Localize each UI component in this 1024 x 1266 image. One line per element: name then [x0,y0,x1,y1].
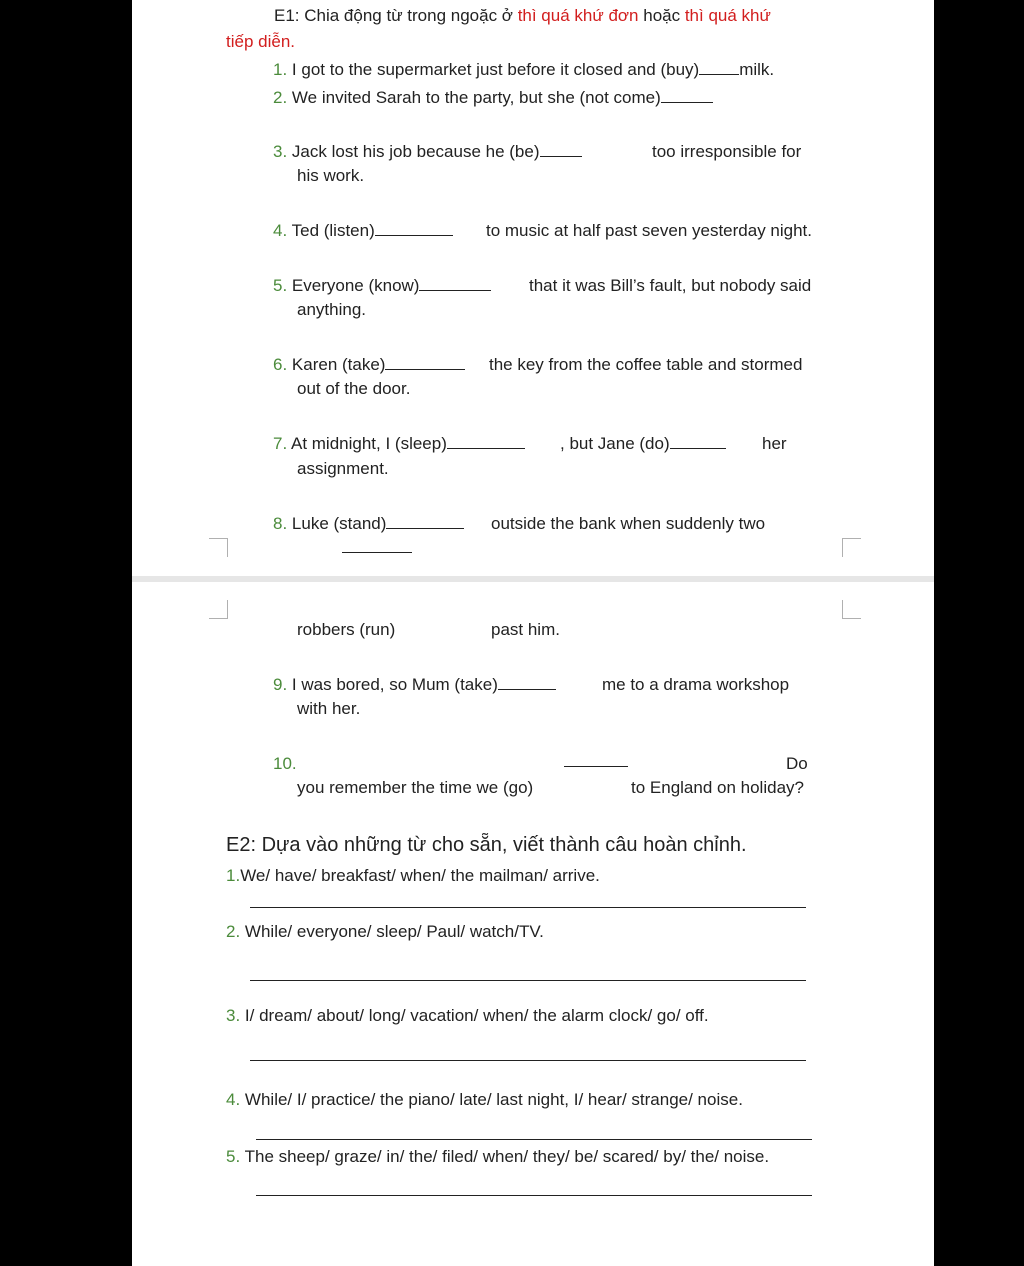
item-text: The sheep/ graze/ in/ the/ filed/ when/ they/ be/ scared/ by/ the/ noise. [244,1147,770,1166]
item-text: outside the bank when suddenly two [491,514,766,533]
e1-title [274,5,771,27]
e2-item-3 [226,1005,709,1027]
item-text: While/ I/ practice/ the piano/ late/ last night, I/ hear/ strange/ noise. [244,1090,743,1109]
item-text: At midnight, I (sleep) [290,434,447,453]
corner-mark [842,538,861,557]
item-text: milk. [739,60,775,79]
item-number: 10. [273,754,297,773]
item-number: 1. [273,60,288,79]
item-text: Luke (stand) [291,514,387,533]
answer-line[interactable] [250,1060,806,1061]
e1-title-tense1: thì quá khứ đơn [517,6,639,25]
corner-mark [209,600,228,619]
answer-line[interactable] [250,980,806,981]
item-text: too irresponsible for [652,142,802,161]
answer-blank[interactable] [661,87,713,103]
item-text: his work. [297,166,365,185]
item-text: I was bored, so Mum (take) [291,675,498,694]
e1-title-tense2a: thì quá khứ [684,6,771,25]
e1-item-7-part2 [560,433,726,455]
e1-item-5 [273,275,491,297]
item-text: Everyone (know) [291,276,420,295]
answer-blank[interactable] [540,141,582,157]
e2-item-1 [226,865,600,887]
answer-blank[interactable] [498,674,556,690]
answer-line[interactable] [256,1139,812,1140]
answer-line[interactable] [250,907,806,908]
item-text: , but Jane (do) [560,434,670,453]
item-text: I/ dream/ about/ long/ vacation/ when/ the alarm clock/ go/ off. [244,1006,709,1025]
item-text: We invited Sarah to the party, but she (not come) [291,88,661,107]
item-number: 1. [226,866,241,885]
item-text: me to a drama workshop [602,675,790,694]
answer-blank[interactable] [564,766,628,767]
item-number: 3. [273,142,288,161]
e1-item-9 [273,674,556,696]
item-number: 2. [226,922,241,941]
item-text: anything. [297,300,366,319]
e1-title-continued: tiếp diễn. [226,32,295,51]
item-text: out of the door. [297,379,411,398]
item-text: While/ everyone/ sleep/ Paul/ watch/TV. [244,922,544,941]
e2-item-2 [226,921,544,943]
item-number: 6. [273,355,288,374]
item-text: Karen (take) [291,355,386,374]
item-number: 5. [273,276,288,295]
item-number: 3. [226,1006,241,1025]
e1-item-1 [273,59,774,81]
item-text: Ted (listen) [291,221,375,240]
item-text: to England on holiday? [631,778,804,797]
e1-item-3 [273,141,582,163]
answer-blank[interactable] [375,220,453,236]
item-text: Jack lost his job because he (be) [291,142,540,161]
item-number: 4. [273,221,288,240]
item-number: 5. [226,1147,241,1166]
e1-item-8 [273,513,464,535]
item-text: with her. [297,699,361,718]
answer-blank[interactable] [342,552,412,553]
item-number: 2. [273,88,288,107]
item-text: that it was Bill’s fault, but nobody said [529,276,812,295]
answer-blank[interactable] [386,513,464,529]
e1-item-7 [273,433,525,455]
item-text: Do [786,754,808,773]
e2-item-4 [226,1089,743,1111]
item-text: robbers (run) [297,620,396,639]
item-text: the key from the coffee table and stormed [489,355,803,374]
answer-blank[interactable] [447,433,525,449]
item-number: 8. [273,514,288,533]
corner-mark [842,600,861,619]
item-text: you remember the time we (go) [297,778,534,797]
e1-title-prefix: E1: Chia động từ trong ngoặc ở [274,6,518,25]
item-number: 7. [273,434,288,453]
item-text: to music at half past seven yesterday night. [486,221,813,240]
corner-mark [209,538,228,557]
e1-item-6 [273,354,465,376]
item-text: I got to the supermarket just before it closed and (buy) [291,60,700,79]
item-text: assignment. [297,459,389,478]
e1-title-mid: hoặc [638,6,685,25]
answer-line[interactable] [256,1195,812,1196]
answer-blank[interactable] [385,354,465,370]
answer-blank[interactable] [670,433,726,449]
item-text: past him. [491,620,560,639]
e1-item-2 [273,87,713,109]
answer-blank[interactable] [699,59,739,75]
e2-title: E2: Dựa vào những từ cho sẵn, viết thành câu hoàn chỉnh. [226,834,747,856]
e2-item-5 [226,1146,769,1168]
answer-blank[interactable] [419,275,491,291]
item-number: 9. [273,675,288,694]
item-text: We/ have/ breakfast/ when/ the mailman/ arrive. [240,866,600,885]
item-number: 4. [226,1090,241,1109]
item-text: her [762,434,787,453]
e1-item-4 [273,220,453,242]
